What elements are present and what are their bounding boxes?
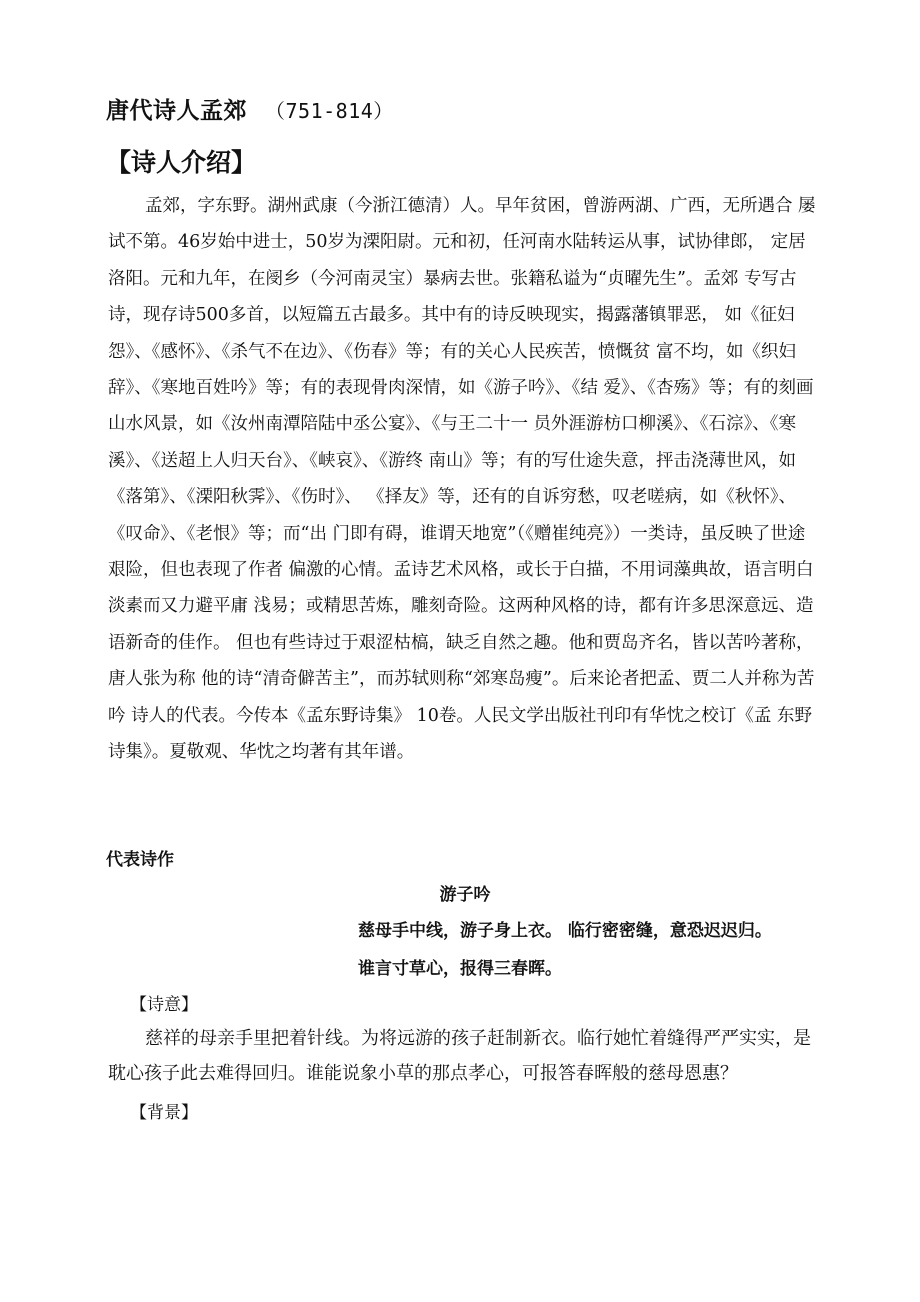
poem-title: 游子吟 — [439, 885, 491, 905]
title-text: 唐代诗人孟郊 — [106, 98, 247, 124]
page-title — [106, 92, 394, 125]
poem-line: 谁言寸草心，报得三春晖。 — [358, 959, 562, 979]
poem-line: 慈母手中线，游子身上衣。 临行密密缝，意恐迟迟归。 — [358, 921, 772, 941]
meaning-heading: 【诗意】 — [130, 995, 198, 1015]
representative-works-heading: 代表诗作 — [106, 850, 174, 870]
intro-section — [108, 188, 820, 771]
intro-paragraph: 孟郊，字东野。湖州武康（今浙江德清）人。早年贫困，曾游两湖、广西，无所遇合 屡试不第。46岁始中进士，50岁为溧阳尉。元和初，任河南水陆转运从事，试协律郎， 定居洛阳。元和九年，在阌乡（今河南灵宝）暴病去世。张籍私谥为“贞曜先生”。孟郊 专写古诗，现存诗500多首，以短篇五古最多。其中有的诗反映现实，揭露藩镇罪恶， 如《征妇怨》、《感怀》、《杀气不在边》、《伤春》等；有的关心人民疾苦，愤慨贫 富不均，如《织妇辞》、《寒地百姓吟》等；有的表现骨肉深情，如《游子吟》、《结 爱》、《杏殇》等；有的刻画山水风景，如《汝州南潭陪陆中丞公宴》、《与王二十一 员外涯游枋口柳溪》、《石淙》、《寒溪》、《送超上人归天台》、《峡哀》、《游终 南山》等；有的写仕途失意，抨击浇薄世风，如《落第》、《溧阳秋霁》、《伤时》、 《择友》等，还有的自诉穷愁，叹老嗟病，如《秋怀》、《叹命》、《老恨》等；而“出 门即有碍，谁谓天地宽”（《赠崔纯亮》）一类诗，虽反映了世途艰险，但也表现了作者 偏激的心情。孟诗艺术风格，或长于白描，不用词藻典故，语言明白淡素而又力避平庸 浅易；或精思苦炼，雕刻奇险。这两种风格的诗，都有许多思深意远、造语新奇的佳作。 但也有些诗过于艰涩枯槁，缺乏自然之趣。他和贾岛齐名，皆以苦吟著称，唐人张为称 他的诗“清奇僻苦主”，而苏轼则称“郊寒岛瘦”。后来论者把孟、贾二人并称为苦吟 诗人的代表。今传本《孟东野诗集》 10卷。人民文学出版社刊印有华忱之校订《孟 东野诗集》。夏敬观、华忱之均著有其年谱。 — [108, 196, 816, 763]
meaning-section — [108, 1021, 828, 1091]
intro-heading: 【诗人介绍】 — [106, 148, 257, 177]
background-heading: 【背景】 — [130, 1103, 198, 1123]
title-years: （751-814） — [265, 99, 394, 123]
meaning-paragraph: 慈祥的母亲手里把着针线。为将远游的孩子赶制新衣。临行她忙着缝得严严实实，是耽心孩子此去难得回归。谁能说象小草的那点孝心，可报答春晖般的慈母恩惠？ — [108, 1028, 811, 1084]
